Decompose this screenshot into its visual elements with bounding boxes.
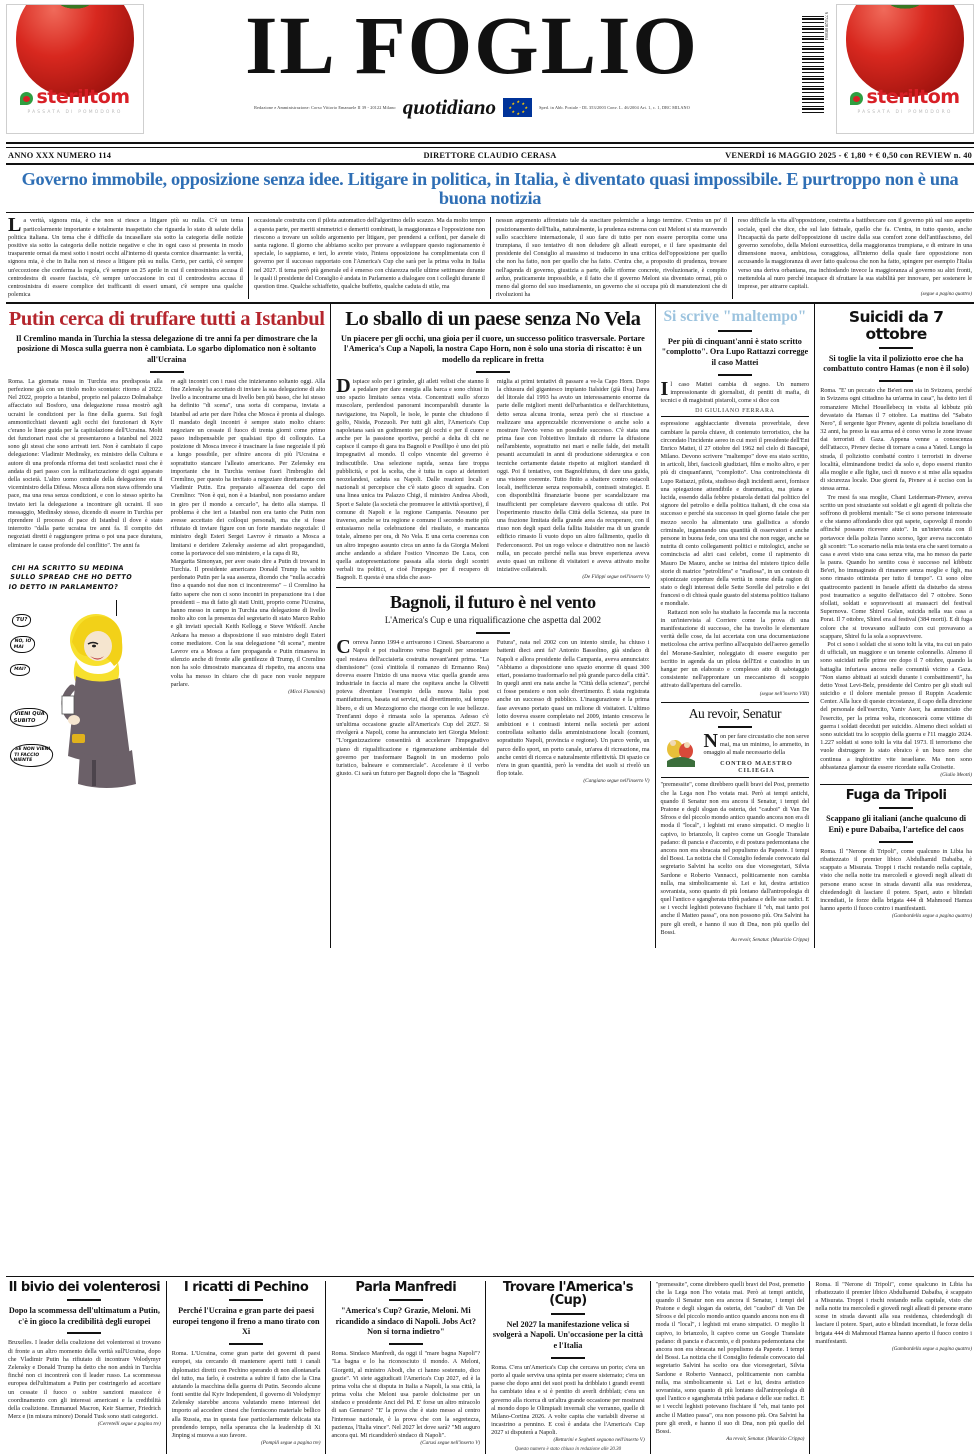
article-body	[491, 1364, 645, 1454]
body-text: Correva l'anno 1994 e arrivarono i Cinesi. Sbarcarono a Napoli e poi risalirono verso Bagnoli per smontare quel restava dell'acciaieria costruita novant'anni prima. "La dismissione" (così s'intitola il romanzo di Ermanno Rea) doveva essere l'inizio di una nuova vita: quella grande area industriale in faccia al mare che ospitava anche la Olivetti poteva diventare l'esempio della nuova Italia post manifatturiera, basata sui servizi, sul divertimento, sul tempo libero, e di un Mezzogiorno che risorge con le sue bellezze. Trent'anni dopo è rimasta solo la speranza. Adesso c'è un'ultima occasione grazie all'America's Cup del 2027. Si rivolgerà a Napoli, come ha annunciato ieri Giorgia Meloni: "L'organizzazione consentirà di accelerare l'impegnativo piano di riqualificazione e rigenerazione ambientale del governo per trasformare Bagnoli in un moderno polo turistico, balneare e commerciale". Accelerare è il verbo giusto. Ci sarà un futuro per Bagnoli dopo che la "Bagnoli	[336, 636, 489, 778]
divider	[67, 1332, 101, 1334]
speech-bubble: TU?	[11, 614, 32, 627]
article-headline[interactable]: Si scrive "maltempo"	[663, 308, 807, 326]
divider	[551, 1313, 585, 1315]
article-body	[8, 1339, 161, 1428]
body-text: Futura", nata nel 2002 con un intento simile, ha chiuso i battenti dieci anni fa? Antonio Bassolino, già sindaco di Napoli e allora presidente della Campania, aveva annunciato: "Abbiamo a disposizione uno spazio enorme di quasi 300 ettari, possiamo trasformarlo nel più grande parco della città". In quegli anni era nata anche la "Città della scienza", perché ci fosse pensiero e non solo divertimento. È stata registrata anche un successo di pubblico. L'inaugurazione e la prima fase avevano portato quasi un milione di visitatori. L'ultimo lotto doveva essere completato nel 2009, intanto cresceva le ambizioni e i contrasti interni nella società per azioni controllata soltanto dalla amministrazione locali (comuni, soprattutto Napoli, provincia e regione). Un parco verde, un parco dello sport, un porto canale, un'area di ricreazione, ma anche centri di ricerca e naturalmente riflettività. Di spazio ce n'era in gran quantità, però la vendita dei suoli si rivelò un flop totale.	[496, 640, 650, 778]
column-1	[336, 636, 493, 785]
advert-brand-right	[837, 86, 973, 115]
speech-bubble: SE NON VIENI TI FACCIO NIENTE	[8, 744, 54, 767]
article-headline[interactable]: I ricatti di Pechino	[183, 1279, 309, 1295]
bottom-strip	[6, 1276, 974, 1454]
lead-article	[6, 213, 974, 304]
eu-flag-icon: ★ ★ ★ ★ ★ ★ ★ ★	[503, 98, 532, 117]
speech-bubble: MAI?	[9, 664, 31, 676]
article-credit: (De Filippi segue nell'inserto V)	[582, 574, 650, 581]
divider	[67, 1299, 101, 1301]
date-price: VENERDÌ 16 MAGGIO 2025 - € 1,80 + € 0,50 con REVIEW n. 40	[725, 151, 972, 160]
divider	[879, 807, 913, 809]
article-subhead: Per più di cinquant'anni è stato scritto "complotto". Ora Lupo Rattazzi corregge il caso Mattei	[661, 336, 809, 368]
advert-brand-name: steriltom	[36, 86, 130, 108]
article-maltempo	[655, 304, 815, 948]
senatur-intro	[661, 729, 810, 758]
masthead-quotidiano: quotidiano	[402, 94, 497, 119]
body-text: Rattazzi non solo ha studiato la faccenda ma la racconta in un'intervista al Corriere come la prova di una manifestazione di successo, che ha travolto le elementare verità delle cose, da lui accertata con una documentazione meticolosa che arriva perfino all'acquisto dell'aereo gemello del Morane-Saulnier, noleggiato di essere eseguito per iscritto in agenda da un pilota dell'Eni e custodito in un hangar per un elaborato e complesso atto di sabotaggio consistente nell'approntare un meccanismo di scoppio attivato dall'apertura del carrello.	[660, 609, 810, 690]
advert-tagline: PASSATA DI POMODORO	[27, 110, 123, 115]
body-text: Dispiace solo per i grinder, gli atleti velisti che stanno lì a pedalare per dare energia alla barca e sono chiusi in uno spazio limitato senza vista. Concentrati sullo sforzo muscolare, perdendosi panorami incomparabili durante la navigazione, tra Napoli, le isole, le punte che chiudono il golfo, Nisida, Pozzuoli. Per tutti gli altri, l'America's Cup napoletana sarà un godimento per gli occhi e per il cuore e anche per la passione sportiva, perché a delta di chi ne capisce il campo di gara tra Bagnoli e Posillipo è uno dei più impegnativi al mondo. Il colpo vincente del governo è indiscutibile. Una selezione rapida, senza fare troppa pubblicità, e poi la scelta, che è tutta in capo ai detentori neozelandesi, caduta su Napoli. Dalle reazioni locali e nazionali si percepisce che c'è stato gioco di squadra. Con una linea unica tra Palazzo Chigi, il ministro Andrea Abodi, Sport e Salute (la società che promuove le attività sportive), il comune di Napoli e la regione Campania. Nessuno per traverso, anche se tra regione e comune il secondo mette più entusiasmo nella celebrazione del risultato, e mancanza totale, almeno per ora, di No Vela. E una certa coerenza con un altro impegno assunto circa un anno fa da Giorgia Meloni anche andando a sfidare l'ostico Vincenzo De Luca, con quella autopresentazione passata alla storia degli scontri verbali tra politici, e cioè l'impegno per il recupero di Bagnoli. E questa è una sfida che asso-	[336, 374, 489, 582]
cartoon-cell	[8, 558, 167, 794]
body-text: re agli incontri con i russi che inizieranno soltanto oggi. Alla fine Zelensky ha accettato di inviare la sua delegazione di alto livello a incontrarne una di livello ben più basso, che lui stesso ha definito "di scena", una sorta di comparsa, inviata a Istanbul ad arte per dare l'idea che Mosca è pronta al dialogo. Il mandato degli incontri è sempre stato molto chiaro: negoziare un cessate il fuoco di trenta giorni come primo passo indispensabile per qualsiasi tipo di colloquio. La posizione di Mosca invece è trascinare la fase negoziale il più a lungo possibile, per sfinire ancora di più l'Ucraina e soprattutto stancare l'alleato americano. Per Zelensky era importante che in Turchia venisse fuori l'imbroglio del Cremlino, per questo ha invitato a negoziare direttamente con Vladimir Putin. Era preparato all'assenza del capo del Cremlino: "Non è qui, non è a Istanbul, non possiamo andare in giro per il mondo a cercarlo", ha detto alla stampa. Il problema è che ieri a Istanbul non era tanto che Putin non avesse accettato dei colloqui personali, ma che si fosse rifiutato di inviare figure con un forte mandato negoziale: il ministro degli Esteri Sergei Lavrov è rimasto a Mosca a limitarsi e deridere Zelensky assieme ad altri propagandisti, come la portavoce del suo ministero, e la capa di Rt,	[170, 378, 326, 557]
bottom-article-6	[809, 1281, 974, 1454]
lead-text: La verità, signora mia, è che non si riesce a litigare più su nulla. C'è un tema particolarmente importante e totalmente inaspettato che riguarda lo stato di salute della politica italiana. Un tema che è difficile da incasellare sia sotto la categoria delle notizie positive sia sotto la categoria delle notizie negative e che in ogni caso si presenta in modo trasparente ormai da mesi sotto i nostri occhi all'interno di questa cornice disarmante: la verità, signora mia, è che in Italia non si riesce a litigare più su nulla. Certo, per carità, c'è sempre un'eccezione che conferma la regola, c'è sempre un 25 aprile in cui il centrosinistra accusa il centrodestra di essere fascista, c'è sempre un'occasione in cui il centrodestra accusa il centrosinistra di essere complice dei trafficanti di esseri umani, c'è sempre una qualche polemica	[8, 214, 243, 299]
senatur-continuation	[656, 1281, 805, 1443]
article-byline: DI GIULIANO FERRARA	[695, 408, 775, 415]
body-text: espressione agghiacciante divenuta proverbiale, deve cambiare la parola chiave, di contenuto terroristico, che ha circondato l'incidente aereo in cui morì il presidente dell'Eni Enrico Mattei, il 27 ottobre del 1962 nel cielo di Bascapè, Milano. Devono scrivere "maltempo" dove era stato scritto, in articoli, libri, fascicoli giudiziari, film e molto altro, e per più di cinquant'anni, "complotto". Una controinchiesta di Lupo Rattazzi, pilota, studioso degli incidenti aerei, fornisce una spiegazione attendibile e drammatica, ma piana e lucida, essendo dalla febbre pistarola dettati dal politico del signore del petrolio e della politica italiani, di che cosa sia successo e perché sia successo in quel giorno fatale che per mezzo secolo ha alimentato una giallistica a sfondo criminale, ingannando una quantità di osservatori e anche persone in buona fede, con una tesi che non regge, anche se nutrita di cento collegamenti politici e mitologici, anche se cominciscia ad altri casi celebri, come il rapimento di Mauro De Mauro, anche se intrisa del mistero tipico delle storie di matrice "petrolifera" e "mafiosa", in un contesto di spionizzate coperture della verità in nome della ragion di stato o degli interessi delle Sette Sorelle del petrolio e dei francesi o di chissà quale guasto del sistema politico italiano e mondiale.	[660, 421, 810, 608]
article-headline[interactable]: Parla Manfredi	[355, 1279, 457, 1295]
article-headline[interactable]: Lo sballo di un paese senza No Vela	[345, 308, 641, 331]
article-credit[interactable]: (Carusi segue nell'inserto V)	[420, 1440, 481, 1447]
article-body	[172, 1350, 321, 1447]
divider	[389, 1299, 423, 1301]
article-novela	[330, 304, 654, 948]
speech-bubble: VIENI QUA SUBITO	[9, 708, 50, 727]
divider	[718, 374, 752, 376]
article-tripoli	[820, 784, 972, 920]
article-credit: (Giulio Meotti)	[940, 771, 972, 778]
divider	[718, 726, 752, 728]
article-credit: (Micol Flammini)	[288, 688, 326, 695]
body-text: miglia ai primi tentativi di passare a ve-la Capo Horn. Dopo la chiusura del gigantesco impianto Italsider (già Ilva) l'area del litorale dal 1993 ha avuto un interessamento enorme da parte delle migliori menti dell'urbanistica e dell'architettura, detto senza alcuna ironia, senza però che si riuscisse a realizzare una apprezzabile riconversione o anche solo a mostrare l'avvio verso un possibile successo. C'è stata una prima fase con l'obiettivo limitato di ridurre la difusione nell'ambiente, soprattutto nei mari e nelle falde, dei metalli pesanti accumulati in anni di produzione siderurgica e con tecniche certamente datate rispetto ai migliori standard di oggi. Poi il tentativo, con Bagnolifutura, di dare una guida, una visione coerente. Tutto finito a sbattere contro ostacoli locali, inefficienze senza responsabili, contrasti strategici. E con disponibilità finanziarie buone per scandalizzare ma insufficienti per completare davvero qualcosa di utile. Poi l'esperimento riuscito della Città della Scienza, sia pure in una frazione limitata della grande area da recuperare, con il riuso non degli spazi della fallita Italsider ma di un grande edificio rimasto lì vuoto dopo un altro fallimento, quello di Federconsorzi. Poi un rogo veloce e distruttivo non ne lasciò nulla, un peccato perché nella sua breve esperienza aveva avuto quasi un milione di visitatori e aveva attivato molte iniziative collaterali.	[496, 378, 650, 574]
body-text: Roma. Sindaco Manfredi, da oggi il "mare bagna Napoli"? "La bagna e lo ha riconosciuto il mondo. A Meloni, Giorgetti, al ministro Abodi, che ci hanno sostenuto, dico grazie". Vi siete aggiudicati l'America's Cup 2027, ed è la prima volta che si disputa in Italia a Napoli, la sua città, la prima volta che Meloni usa parole dolcissime per un sindaco e presidente Anci del Pd. E' forse un altro miracolo di san Gennaro? "E' la prova che è stato messo al centro l'interesse nazionale, è la prova che con la segretezza, pazienza, l'Italia vince". Nel 2027 lei dove sarà? "Mi auguro ancora qui. Mi ricandiderò sindaco di Napoli".	[331, 1351, 481, 1439]
body-text: Roma. Il "Nerone di Tripoli", come qualcuno in Libia ha ribattezzato il premier libico Abdulhamid Dabaiba, è scappato a Misurata. Troppi i rischi restando nella capitale, visto che nella notte tra mercoledì e giovedì negli alleati di persone erano scese in strada davanti alla sua residenza, chiedendogli di lasciare il potere. Spari, auto e blindati incendiati, le forze della brigata 444 di Mahmoud Hamza hanno aperto il fuoco contro i manifestanti.	[815, 1281, 972, 1345]
body-text: Il caso Mattei cambia di segno. Un numero impressionante di giornalisti, di pentiti di mafia, di tecnici e di magistrati pistaroli, come si dice con	[660, 377, 810, 405]
masthead-postal-info: Sped. in Abb. Postale - DL 353/2003 Conv. L. 46/2004 Art. 1, c. 1, DRC MILANO	[539, 104, 690, 110]
cartoon-row	[8, 558, 325, 794]
body-text: Bruxelles. I leader della coalizione dei volenterosi si trovano di fronte a un altro momento della verità sull'Ucraina, dopo che Vladimir Putin ha rifiutato di incontrare Volodymyr Zelensky e Donald Trump ha detto che non andrà in Turchia finché non ci incontrerà con il leader russo. La scommessa europea dell'ultimatum a Putin per costringerlo ad accettare un cessate il fuoco o subire sanzioni massicce è coordinamento con gli interessi americani e la credibilità della coalizione. Emmanuel Macron, Keir Starmer, Friedrich Merz e (in misura minore) Donald Tusk sono stati categorici.	[8, 1340, 161, 1421]
senatur-headline[interactable]: Au revoir, Senatur	[688, 706, 782, 722]
page-title: IL FOGLIO	[245, 0, 699, 91]
political-cartoon	[8, 560, 163, 792]
article-suicidi	[814, 304, 974, 948]
tomato-image	[16, 4, 134, 97]
lead-column-3	[490, 217, 732, 299]
decorative-vignette	[661, 733, 701, 767]
lead-column-4	[732, 217, 974, 299]
body-text: Poi ci sono i soldati che si sono tolti la vita, tra cui un paio di ufficiali, un maggiore e un tenente colonnello. Almeno il sono suicidati nelle prime ore dopo il 7 ottobre, quando la battaglia infuriava ancora nelle comunità vicino a Gaza. "Non siamo abituati ai suicidi durante i combattimenti", ha detto Yossi Levi-Belz, presidente del Centro per gli studi sul suicidio e il dolore mentale presso il Ruppin Academic Center. Alla luce di queste circostanze, il capo della direzione del personale dell'esercito, Yaniv Asor, ha annunciato che l'esercito, per la prima volta, riconoscerà come vittime di guerra i soldati deceduti per suicidio. Almeno dieci soldati si sono suicidati tra lo scoppio della guerra e l'11 maggio 2024. 1.227 soldati si sono tolti la vita dal 1973. Il terrorismo che vuole distruggere lo stato ebraico è un buco nero che continua a inghiottire vite israeliane. Ma non sono abbastanza glamour da essere ricordate sulla Croisette.	[820, 641, 972, 771]
divider	[476, 632, 510, 634]
article-credit[interactable]: (Pompili segue a pagina tre)	[260, 1440, 321, 1447]
lead-text: occasionale costruita con il pilota automatico dell'algoritmo dello scazzo. Ma da molto tempo a questa parte, per meriti simmetrici e demeriti combinati, la maggioranza e l'opposizione non riescono a trovare un solido argomento per litigare, per prendersi a ceffoni, per darsele di santa ragione. Il giorno che abbiamo scelto per provare a sviluppare questo ragionamento è speciale, lo sappiamo, e ieri, lo avrete visto, l'intera opposizione ha complimentata con il governo per il successo rapportato con l'America's Cup che sarà per la prima volta in Italia nel 2027. Il tema però più generale ed è emerso con chiarezza nelle ultime settimane durante le quali il presidente del Consiglio è andata in Parlamento a dialogare con i colleghi durante il question time. Qualche schiaffetto, qualche buffetto, qualche caduta di stile, ma	[254, 218, 485, 290]
advert-brand-left	[7, 86, 143, 115]
lead-text: nessun argomento affrontato tale da suscitare polemiche a lungo termine. C'entra un po' il posizionamento dell'Italia, naturalmente, la prudenza estrema con cui Meloni si sta muovendo sullo scacchiere internazionale, il suo fare di tutto per non essere percepita come una trumpiana, il suo tentativo di non deludere gli alleati europei, e il fare spasimante del presidente del Consiglio al massimo si traduceno in una critica dell'opposizione per quello che non ha fatto, non per quello che ha fatto. C'entra che, a proposito di prudenza, trovare nell'agenda di governo, giustizia a parte, delle riforme concrete, rivoluzionarie, è compito arduo, praticamente impossibile, e il fatto che il governo Meloni sia diventato ormai, più o meno dal giorno del suo insediamento, un governo che si occupa più di manutenzioni che di rivoluzioni ha	[496, 218, 727, 299]
divider	[879, 380, 913, 382]
bagnoli-headline[interactable]: Bagnoli, il futuro è nel vento	[390, 592, 596, 613]
divider	[879, 841, 913, 843]
divider	[551, 1357, 585, 1359]
article-credit: (Gambardella segue a pagina quattro)	[891, 913, 972, 920]
divider	[389, 1343, 423, 1345]
bottom-article-1	[6, 1281, 166, 1454]
body-text: Roma. C'era un'America's Cup che cercava un porto; c'era un porto al quale serviva una spinta per essere sistemato; c'era un paese che dopo anni dei suoi posti ha dribblato i grandi eventi ha cambiato idea e si è pentito di averli dribblati; c'era un governo alla ricerca di un'altra grande occasione per mostrarsi al mondo dopo le Olimpiadi invernali che verranno, quelle di Milano-Cortina 2026. A volte capita che variabili diverse si incastrino a pennino. E così è andata che l'America's Cup 2027 si disputerà a Napoli.	[491, 1364, 645, 1437]
speech-bubble: NO, IO MAI	[9, 636, 36, 653]
lead-headline: Governo immobile, opposizione senza idee. Litigare in politica, in Italia, è diventato quasi impossibile. E purtroppo non è una buona notizia	[6, 165, 974, 213]
article-subhead: Perché l'Ucraina e gran parte dei paesi europei tengono il freno a mano tirato con Xi	[172, 1306, 320, 1337]
body-text: Margarita Simonyan, per aver osato dire a Putin di trovarsi in Turchia. Il presidente americano Donald Trump ha subito perdonato Putin per la sua assenza, dicendo che "nulla accadrà fino a quando noi due non ci incontreremo" – il Cremlino ha fatto sapere che non ci sono incontri in preparazione tra i due presidenti – ma di fatto gli stati Uniti, proprio come l'Ucraina, hanno messo in campo in Turchia una delegazione di livello molto alto con la presenza del segretario di stato Marco Rubio e gli inviati speciali Keith Kellogg e Steve Witkoff. Anche Ankara ha messo a disposizione il suo ministro degli Esteri come mediatore. Con la sua delegazione "di scena", mentre Lavrov era a Mosca a fare propaganda e Putin rimaneva in silenzio anche di fronte alle gentilezze di Trump, il Cremlino non ha solo dimostrato mancanza di rispetto, ma ancora una volta ha messo in chiaro che di pace non vuole neppure parlare.	[170, 558, 326, 688]
article-body	[331, 1350, 480, 1447]
article-headline[interactable]: Suicidi da 7 ottobre	[848, 308, 944, 343]
bottom-article-4	[485, 1281, 650, 1454]
article-credit[interactable]: (segue nell'inserto VIII)	[759, 690, 810, 697]
article-headline[interactable]: Putin cerca di truffare tutti a Istanbul	[8, 308, 325, 331]
article-intro	[660, 377, 810, 406]
article-subhead: Il Cremlino manda in Turchia la stessa delegazione di tre anni fa per dimostrare che la posizione di Mosca sulla guerra non è cambiata. Lo sgarbo diplomatico non è soltanto all'Ucraina	[15, 333, 318, 365]
body-text: "premessite", come direbbero quelli bravi del Post, premetto che la Lega non l'ho votata mai. Però ai tempi antichi, quando il Senatur non era ancora il Senatur, i tempi del Pratone e degli slogan da osteria, dei "cauboi" di Van De Sfroos e del piccolo mondo antico quando ancora non era di moda il "local", i leghisti mi erano simpatici. O meglio li capivo, io brianzolo, li capivo come un Google Translate padano: di pancia e d'accento, e di postura pedemontana che ancora non era sbracata nel populismo da Papeete. I tempi del Bossi. La notizia che il Consiglio federale convocato dal segretario Salvini ha scelto ora due vicesegretari, Silvia Sardone e Roberto Vannacci, politicamente non cambia nulla, ma simbolicamente sì. Lei e lui, destra artistico sovranista, sono quanto di più lontano dall'antropologia di quel l'antico e sgangherata tribù padana e delle sue radici. E se i vecchi leghisti potevano fischiare il "eh, mai tanto poi anche il Matteo passa", ora non possono più. Ora Salvini ha pure gli eredi, e hanno il suo di Dna, non più quello del Bossi.	[660, 782, 810, 936]
divider	[476, 371, 510, 373]
lead-jump[interactable]: (segue a pagina quattro)	[920, 291, 972, 298]
cartoon-caption: CHI HA SCRITTO SU MEDINA SULLO SPREAD CHE HO DETTO IO DETTO IN PARLAMENTO?	[8, 563, 133, 591]
body-text: Roma. La giornata russa in Turchia era predisposta alla perfezione già con un titolo molto scontato: ritorno al 2022. Nel 2022, proprio a Istanbul, proprio nel palazzo Dolmabahçe affacciato sul Bosforo, una delegazione russa mostrò agli ucraini le condizioni per la fine della guerra. Sui fogli ammonticchiati davanti agli occhi dei funzionari di Kyiv c'erano le linee guida per la capitolazione dell'Ucraina. Molti dei funzionari russi che si presentarono a Istanbul nel 2022 sono gli stessi che sono arrivati ieri. Non è cambiato il capo delegazione: Vladimir Medinsky, ex ministro della Cultura e autore di una profonda riforma dei testi scolastici russi che è andata di pari passo con la militarizzazione di ogni apparato della società. L'altro uomo centrale della delegazione era il viceministro della Difesa. Mosca allora non stava offrendo una pace, ma una resa senza condizioni, e con lo stesso spirito ha inviato ieri la delegazione a incontrare gli ucraini. Il suo messaggio, Medinsky stesso, dicendo di essere in Turchia per riprendere il processo di pace di Istanbul il dove è stato interrotto "dalla parte ucraina tre anni fa. Il compito dei negoziati diretti è raggiungere prima o poi una pace duratura, eliminare le cause profonde del conflitto". Tre anni fa	[8, 378, 163, 549]
divider	[661, 416, 810, 417]
article-subhead: Un piacere per gli occhi, una gioia per il cuore, un successo politico trasversale. Portare l'America's Cup a Napoli, la nostra Capo Horn, non è solo una storia di riscatto: è un modello da replicare in fretta	[341, 333, 645, 365]
divider	[879, 347, 913, 349]
body-text: Roma. L'Ucraina, come gran parte dei governi di paesi europei, sta cercando di mantenere aperti tutti i canali diplomatici diretti con Pechino sperando di non allontanarla del tutto, ma farlo, è costretta a subire il fatto che la Cina aiutando la macchina della guerra di Putin. Secondo alcune fonti sentite dal Kyiv Independent, il governo di Volodymyr Zelensky starebbe ancora valutando meno interessi dei importo ad accedere cinesi che forniscono materiale bellico alla Russia, ma in questa fase particolarmente delicata sta prendendo tempo, nella speranza che la leadership di Xi Jinping si muova a suo favore.	[171, 1351, 321, 1439]
tripoli-continuation	[815, 1281, 972, 1353]
barcode-number: 9 771128 083004	[824, 12, 829, 40]
leaf-icon	[20, 92, 33, 105]
column-2	[493, 378, 650, 583]
article-body	[336, 374, 650, 583]
article-headline[interactable]: Il bivio dei volenterosi	[8, 1279, 161, 1295]
divider	[718, 330, 752, 332]
bagnoli-subhead: L'America's Cup e una riqualificazione che aspetta dal 2002	[384, 615, 601, 626]
body-text: Roma. "E' un peccato che Be'eri non sia in Svizzera, perché in Svizzera ogni cittadino ha un'arma in casa", ha detto ieri il romanziere Michel Houellebecq in visita al kibbutz più devastato da Hamas il 7 ottobre. La mattina del "Sabato Nero", il sergente Igor Pivnev, agente di polizia israeliano di 32 anni, ha preso la sua arma ed è corso verso le zone invase dai terroristi di Gaza. Appena venne a conoscenza dell'attacco, Pivnev decise di tornare a casa a Yated. Lungo la strada, il poliziotto combatté contro i terroristi in diverse località, eliminandone tredici da solo e, dopo essersi riunito alla moglie e alle figlie, uscì di nuovo e si mise alla squadra di sicurezza locale. Due giorni fa, Pivnev si è ucciso con la stessa arma.	[820, 388, 972, 493]
lead-text: reso difficile la vita all'opposizione, costretta a battibeccare con il governo più sul suo aspetto sociale, quel che dice, che sul lato fattuale, quello che fa. C'entra, in tutto questo, anche l'incapacità da parte dell'opposizione di uscire dalla sua comfort zone dell'antifascismo, del governo xenofobo, della Meloni eurosettica, della maggioranza trumpiana, e di entrare in una dimensione nuova, ambiziosa, coraggiosa, all'interno della quale fare opposizione non accusando la maggioranza di aver fatto qualcosa che non ha fatto, spingere per esempio l'Italia verso una deriva orbaniana, ma inchiodando invece la maggioranza al governo su altri fronti, mettendola al nuro perché incapace di sfruttare la sua stabilità per innovare, per sostenere le imprese, per attrarre capitali.	[738, 218, 972, 290]
barcode	[802, 8, 828, 116]
column-2	[167, 378, 326, 558]
masthead	[6, 0, 974, 140]
lead-column-1	[6, 214, 248, 299]
column-1	[8, 378, 167, 558]
body-text: Tre mesi fa sua moglie, Chani Leiderman-Pivnev, aveva scritto un post straziante sui soldati e gli agenti di polizia che soffrono di problemi mentali: "Se ci sono persone interessate e che stanno affondando dice qui sapete, capovolgi il mondo affinché possano ricevere aiuto". In un'intervista con il portavoce della polizia l'anno scorso, Igor aveva raccontato gli scontri: "Lo scenario nella mia testa era che sarei tornato a casa e avrei visto una casa senza vita, ma ho messo da parte la paura. Quando ho sentito cosa è successo nel kibbutz Be'eri, ho immaginato di rimanere senza moglie e figli, ma sono rimasto ottimista per tutto il tempo". Ci sono oltre quattrocento pazienti in Israele affetti da disturbo da stress post traumatico a seguito dell'attacco del 7 ottobre. Sono sfollati, soldati e sopravvissuti ai massacri del festival Supernova. Come Shirel Golan, suicida nella sua casa a Porat. Il 7 ottobre, Shirel era al festival (384 morti). E di fuga colore che si trovavano sull'auto con cui provavano a scappare, Shirel fu la sola a sopravvivere.	[820, 494, 972, 640]
divider	[150, 371, 184, 373]
article-credit: Au revoir, Senatur. (Maurizio Crippa)	[726, 1436, 805, 1443]
senatur-kicker: CONTRO MAESTRO CILIEGIA	[720, 760, 793, 775]
article-subhead: Dopo la scommessa dell'ultimatum a Putin, c'è in gioco la credibilità degli europei	[8, 1306, 160, 1326]
article-body	[820, 387, 972, 779]
bottom-article-5	[650, 1281, 810, 1454]
advert-right[interactable]	[836, 4, 974, 134]
lead-column-2	[248, 217, 490, 299]
cartoon-figure	[46, 610, 146, 790]
bagnoli-section	[336, 587, 649, 785]
tomato-image	[846, 4, 964, 97]
advert-tagline: PASSATA DI POMODORO	[857, 110, 953, 115]
tripoli-body	[820, 848, 972, 920]
bagnoli-body	[336, 636, 650, 785]
article-credit: (Cangiano segue nell'inserto V)	[583, 778, 650, 785]
article-credit[interactable]: (Cerretelli segue a pagina tre)	[97, 1421, 161, 1428]
issue-number: ANNO XXX NUMERO 114	[8, 151, 112, 160]
advert-left[interactable]	[6, 4, 144, 134]
bottom-article-3	[325, 1281, 485, 1454]
article-credit[interactable]: (Bettarini e Seghetti seguono nell'inserto V)	[553, 1437, 645, 1444]
masthead-subline	[150, 95, 794, 120]
info-bar	[6, 148, 974, 165]
advert-brand-name: steriltom	[866, 86, 960, 108]
column-2b	[167, 558, 326, 794]
masthead-address: Redazione e Amministrazione: Corso Vittorio Emanuele II 39 - 20122 Milano	[254, 104, 396, 110]
editor-name: DIRETTORE CLAUDIO CERASA	[423, 151, 557, 160]
tripoli-headline[interactable]: Fuga da Tripoli	[845, 787, 947, 803]
closing-note: Questo numero è stato chiuso in redazione alle 20.30	[514, 1447, 622, 1453]
second-tier	[6, 304, 974, 948]
article-credit: Au revoir, Senatur. (Maurizio Crippa)	[731, 937, 810, 944]
divider	[229, 1343, 263, 1345]
article-headline[interactable]: Trovare l'America's (Cup)	[502, 1279, 634, 1309]
body-text: Roma. Il "Nerone di Tripoli", come qualcuno in Libia ha ribattezzato il premier libico Abdulhamid Dabaiba, è scappato a Misurata. Troppi i rischi restando nella capitale, visto che nella notte tra mercoledì e giovedì negli alleati di persone erano scese in strada davanti alla sua residenza, chiedendogli di lasciare il potere. Spari, auto e blindati incendiati, le forze della brigata 444 di Mahmoud Hamza hanno aperto il fuoco contro i manifestanti.	[820, 848, 972, 913]
column-2	[493, 639, 650, 785]
article-putin	[6, 304, 330, 948]
tripoli-subhead: Scappano gli italiani (anche qualcuno di Eni) e pure Dabaiba, l'artefice del caos	[826, 814, 967, 835]
column-1	[336, 374, 493, 583]
article-body	[661, 420, 810, 697]
article-subhead: Si toglie la vita il poliziotto eroe che ha combattuto contro Hamas (e non è il solo)	[823, 353, 969, 374]
article-senatur	[661, 702, 810, 944]
article-body	[8, 378, 325, 558]
body-text: "premessite", come direbbero quelli bravi del Post, premetto che la Lega non l'ho votata mai. Però ai tempi antichi, quando il Senatur non era ancora il Senatur, i tempi del Pratone e degli slogan da osteria, dei "cauboi" di Van De Sfroos e del piccolo mondo antico quando ancora non era di moda il "local", i leghisti mi erano simpatici. O meglio li capivo, io brianzolo, li capivo come un Google Translate padano: di pancia e d'accento, e di postura pedemontana che ancora non era sbracata nel populismo da Papeete. I tempi del Bossi. La notizia che il Consiglio federale convocato dal segretario Salvini ha scelto ora due vicesegretari, Silvia Sardone e Roberto Vannacci, politicamente non cambia nulla, ma simbolicamente sì. Lei e lui, destra artistico sovranista, sono quanto di più lontano dall'antropologia di quel l'antico e sgangherata tribù padana e delle sue radici. E se i vecchi leghisti potevano fischiare il "eh, mai tanto poi anche il Matteo passa", ora non possono più. Ora Salvini ha pure gli eredi, e hanno il suo di Dna, non più quello del Bossi.	[655, 1281, 805, 1435]
divider	[661, 777, 810, 778]
article-subhead: Nel 2027 la manifestazione velica si svolgerà a Napoli. Un'occasione per la città e l'Italia	[492, 1319, 644, 1351]
article-subhead: "America's Cup? Grazie, Meloni. Mi ricandido a sindaco di Napoli. Jobs Act? Non si torna indietro"	[335, 1306, 476, 1337]
senatur-body	[661, 781, 810, 943]
leaf-icon	[850, 92, 863, 105]
divider	[229, 1299, 263, 1301]
masthead-center	[144, 0, 800, 120]
body-text: Non per fare circustatio che non serve mai, ma un minimo, lo ammetto, in omaggio al male necessario della	[703, 729, 810, 757]
bottom-article-2	[166, 1281, 326, 1454]
article-credit[interactable]: (Gambardella segue a pagina quattro)	[891, 1346, 972, 1353]
